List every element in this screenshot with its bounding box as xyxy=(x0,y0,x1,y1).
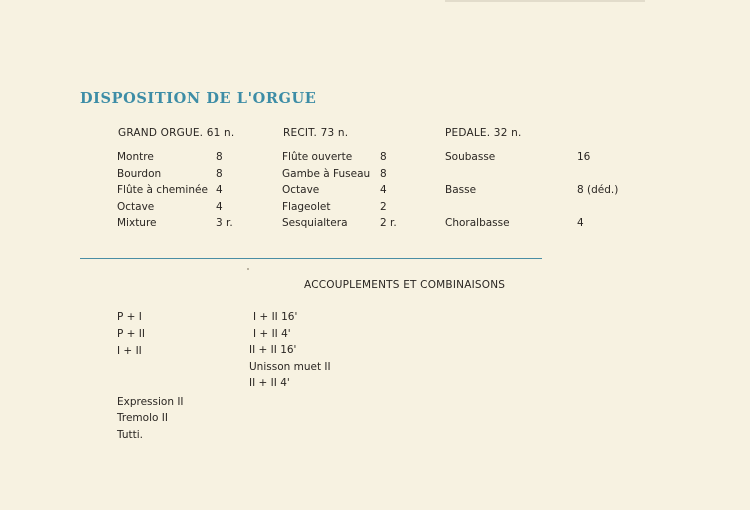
grand-orgue-stop-value: 8 xyxy=(216,151,223,163)
recit-stop-name: Flageolet xyxy=(282,201,331,213)
grand-orgue-stop-value: 4 xyxy=(216,201,223,213)
coupling-item: I + II 16' xyxy=(253,311,298,323)
recit-stop-name: Octave xyxy=(282,184,320,196)
couplings-heading: ACCOUPLEMENTS ET COMBINAISONS xyxy=(304,279,506,291)
pedale-stop-name: Soubasse xyxy=(445,151,496,163)
coupling-item: II + II 16' xyxy=(249,344,297,356)
paper-speck xyxy=(247,268,249,270)
page-title: DISPOSITION DE L'ORGUE xyxy=(80,90,317,107)
pedale-heading: PEDALE. 32 n. xyxy=(445,127,522,139)
coupling-item: I + II xyxy=(117,345,142,357)
recit-stop-name: Sesquialtera xyxy=(282,217,348,229)
grand-orgue-stop-value: 8 xyxy=(216,168,223,180)
paper-edge-mark xyxy=(445,0,645,2)
grand-orgue-stop-name: Mixture xyxy=(117,217,157,229)
pedale-stop-value: 16 xyxy=(577,151,591,163)
pedale-stop-value: 4 xyxy=(577,217,584,229)
coupling-item: I + II 4' xyxy=(253,328,291,340)
coupling-item: P + II xyxy=(117,328,145,340)
coupling-item: Unisson muet II xyxy=(249,361,331,373)
recit-stop-value: 4 xyxy=(380,184,387,196)
recit-heading: RECIT. 73 n. xyxy=(283,127,349,139)
coupling-item: P + I xyxy=(117,311,142,323)
recit-stop-value: 8 xyxy=(380,168,387,180)
coupling-item: II + II 4' xyxy=(249,377,290,389)
recit-stop-name: Flûte ouverte xyxy=(282,151,353,163)
pedale-stop-name: Basse xyxy=(445,184,477,196)
grand-orgue-heading: GRAND ORGUE. 61 n. xyxy=(118,127,235,139)
grand-orgue-stop-value: 3 r. xyxy=(216,217,233,229)
grand-orgue-stop-name: Flûte à cheminée xyxy=(117,184,208,196)
grand-orgue-stop-name: Bourdon xyxy=(117,168,162,180)
recit-stop-value: 2 xyxy=(380,201,387,213)
pedale-stop-name: Choralbasse xyxy=(445,217,510,229)
recit-stop-value: 8 xyxy=(380,151,387,163)
grand-orgue-stop-value: 4 xyxy=(216,184,223,196)
recit-stop-name: Gambe à Fuseau xyxy=(282,168,371,180)
grand-orgue-stop-name: Octave xyxy=(117,201,155,213)
section-divider xyxy=(80,258,542,259)
combination-item: Tutti. xyxy=(117,429,143,441)
grand-orgue-stop-name: Montre xyxy=(117,151,154,163)
combination-item: Expression II xyxy=(117,396,184,408)
recit-stop-value: 2 r. xyxy=(380,217,397,229)
pedale-stop-value: 8 (déd.) xyxy=(577,184,619,196)
combination-item: Tremolo II xyxy=(117,412,168,424)
